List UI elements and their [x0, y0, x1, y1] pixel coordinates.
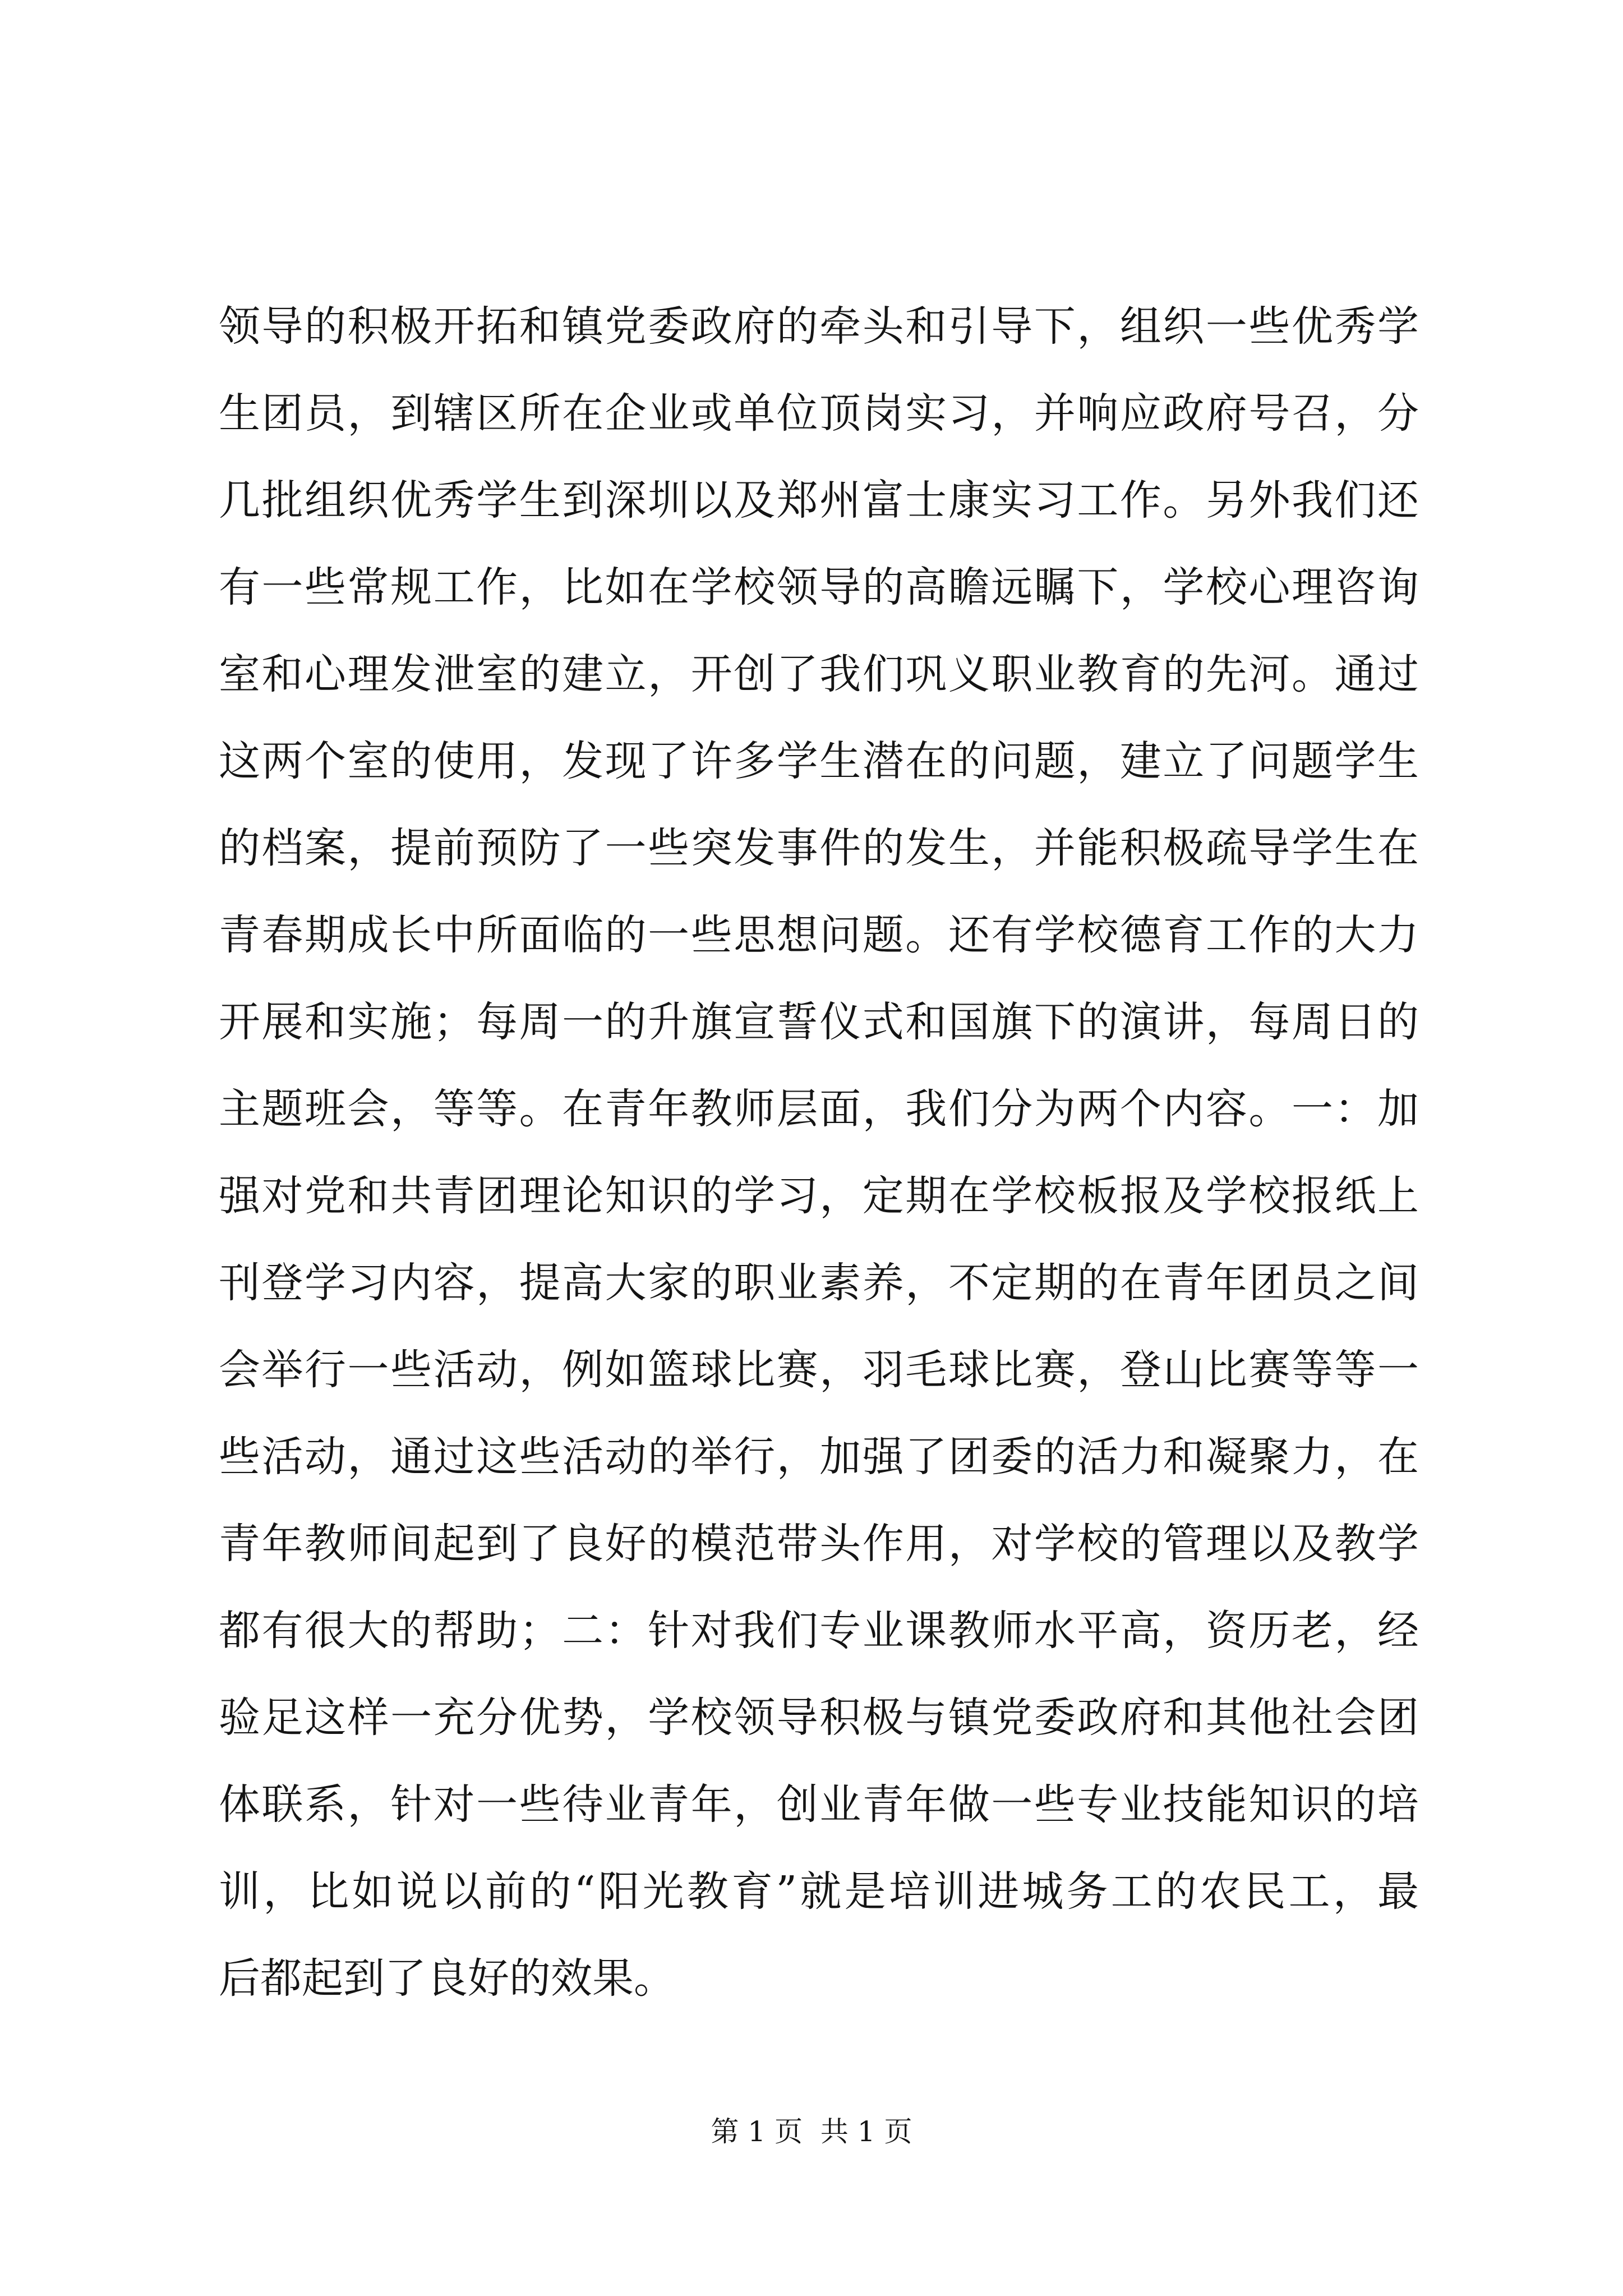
text-line: 室和心理发泄室的建立，开创了我们巩义职业教育的先河。通过: [219, 650, 1419, 698]
text-line: 体联系，针对一些待业青年，创业青年做一些专业技能知识的培: [219, 1780, 1419, 1829]
text-line: 的档案，提前预防了一些突发事件的发生，并能积极疏导学生在: [219, 824, 1419, 872]
text-line: 生团员，到辖区所在企业或单位顶岗实习，并响应政府号召，分: [219, 389, 1419, 438]
text-line: 训，比如说以前的“阳光教育”就是培训进城务工的农民工，最: [219, 1867, 1419, 1916]
text-line: 会举行一些活动，例如篮球比赛，羽毛球比赛，登山比赛等等一: [219, 1346, 1419, 1394]
text-line: 有一些常规工作，比如在学校领导的高瞻远瞩下，学校心理咨询: [219, 563, 1419, 611]
body-paragraph: [219, 283, 1419, 2022]
text-line: 些活动，通过这些活动的举行，加强了团委的活力和凝聚力，在: [219, 1433, 1419, 1481]
text-line: 几批组织优秀学生到深圳以及郑州富士康实习工作。另外我们还: [219, 476, 1419, 524]
text-line: 刊登学习内容，提高大家的职业素养，不定期的在青年团员之间: [219, 1259, 1419, 1307]
text-line: 这两个室的使用，发现了许多学生潜在的问题，建立了问题学生: [219, 737, 1419, 785]
text-line: 验足这样一充分优势，学校领导积极与镇党委政府和其他社会团: [219, 1694, 1419, 1742]
text-line: 强对党和共青团理论知识的学习，定期在学校板报及学校报纸上: [219, 1172, 1419, 1220]
text-line: 开展和实施；每周一的升旗宣誓仪式和国旗下的演讲，每周日的: [219, 998, 1419, 1046]
page-number-footer: 第 1 页 共 1 页: [711, 2115, 912, 2148]
text-line: 主题班会，等等。在青年教师层面，我们分为两个内容。一：加: [219, 1085, 1419, 1133]
text-line: 领导的积极开拓和镇党委政府的牵头和引导下，组织一些优秀学: [219, 302, 1419, 351]
text-line: 都有很大的帮助；二：针对我们专业课教师水平高，资历老，经: [219, 1607, 1419, 1655]
text-line-last: 后都起到了良好的效果。: [219, 1954, 675, 2003]
text-line: 青年教师间起到了良好的模范带头作用，对学校的管理以及教学: [219, 1520, 1419, 1568]
text-line: 青春期成长中所面临的一些思想问题。还有学校德育工作的大力: [219, 911, 1419, 959]
